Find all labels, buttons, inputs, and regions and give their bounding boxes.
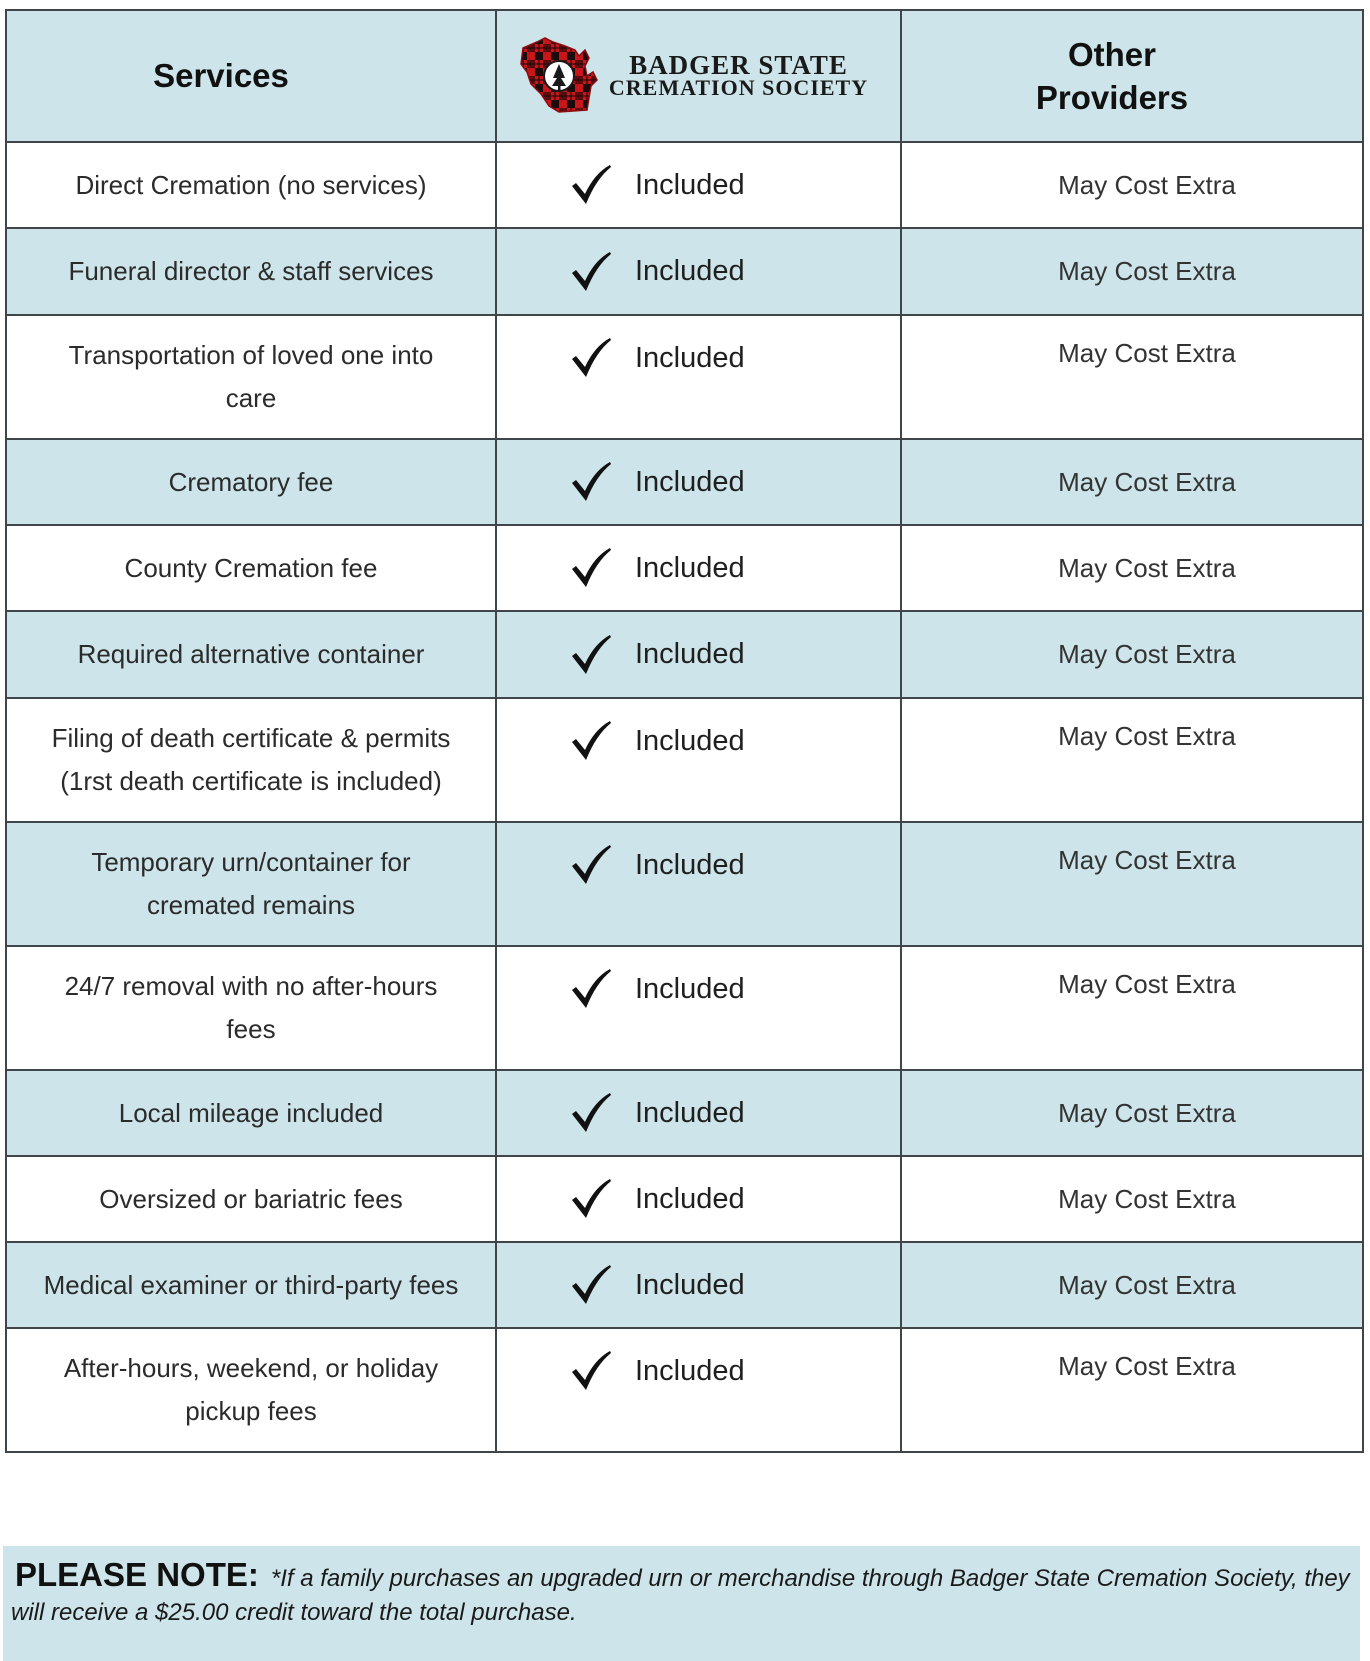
service-cell (6, 1328, 496, 1452)
service-name: Required alternative container (77, 639, 425, 669)
checkmark-icon (569, 250, 613, 294)
included-label: Included (635, 1096, 745, 1129)
included-label: Included (635, 724, 745, 757)
checkmark-icon (569, 163, 613, 207)
table-row (6, 439, 1363, 525)
other-providers-cell (901, 946, 1363, 1070)
other-providers-cell (901, 439, 1363, 525)
may-cost-extra-label: May Cost Extra (1058, 1097, 1236, 1128)
may-cost-extra-label: May Cost Extra (1058, 466, 1236, 497)
may-cost-extra-label: May Cost Extra (1058, 845, 1236, 875)
included-label: Included (635, 465, 745, 498)
service-name: Crematory fee (168, 466, 334, 497)
service-name: County Cremation fee (124, 552, 378, 583)
may-cost-extra-label: May Cost Extra (1058, 969, 1236, 999)
other-providers-cell (901, 698, 1363, 822)
included-cell (496, 439, 901, 525)
service-cell (6, 315, 496, 439)
other-providers-cell (901, 228, 1363, 315)
included-cell (496, 142, 901, 228)
may-cost-extra-label: May Cost Extra (1058, 256, 1236, 286)
checkmark-icon (569, 1177, 613, 1221)
table-row (6, 946, 1363, 1070)
table-row (6, 315, 1363, 439)
service-name: Local mileage included (118, 1097, 384, 1128)
note-text-line-1: *If a family purchases an upgraded urn or merchandise through Badger State Cremation Society, they (270, 1565, 1350, 1592)
service-name: 24/7 removal with no after-hours (64, 971, 438, 1001)
service-name-continued: pickup fees (185, 1396, 317, 1426)
checkmark-icon (569, 1263, 613, 1307)
checkmark-icon (569, 1091, 613, 1135)
other-providers-label-line-2: Providers (1035, 79, 1189, 116)
table-row (6, 142, 1363, 228)
badger-state-header (496, 10, 901, 142)
checkmark-icon (569, 843, 613, 887)
may-cost-extra-label: May Cost Extra (1058, 552, 1236, 583)
service-cell (6, 822, 496, 946)
table-row (6, 822, 1363, 946)
may-cost-extra-label: May Cost Extra (1058, 721, 1236, 751)
services-header-label: Services (153, 57, 289, 94)
may-cost-extra-label: May Cost Extra (1058, 1351, 1236, 1381)
header-row (6, 10, 1363, 142)
other-providers-cell (901, 822, 1363, 946)
other-providers-cell (901, 525, 1363, 611)
table-row (6, 1156, 1363, 1242)
service-name: Transportation of loved one into (68, 340, 434, 370)
included-label: Included (635, 972, 745, 1005)
included-cell (496, 1328, 901, 1452)
other-providers-cell (901, 1070, 1363, 1156)
included-label: Included (635, 255, 745, 287)
included-label: Included (635, 638, 745, 670)
table-row (6, 525, 1363, 611)
logo-line-1: BADGER STATE (629, 50, 848, 80)
other-providers-header (901, 10, 1363, 142)
service-name: Direct Cremation (no services) (75, 169, 427, 200)
included-label: Included (635, 1354, 745, 1387)
other-providers-cell (901, 1328, 1363, 1452)
note-line-1 (11, 1558, 1350, 1596)
included-cell (496, 946, 901, 1070)
logo-wordmark (608, 50, 869, 100)
other-providers-cell (901, 142, 1363, 228)
included-cell (496, 315, 901, 439)
checkmark-icon (569, 336, 613, 380)
included-label: Included (635, 1182, 745, 1215)
may-cost-extra-label: May Cost Extra (1058, 639, 1236, 669)
included-cell (496, 698, 901, 822)
comparison-table (5, 9, 1364, 1453)
included-label: Included (635, 341, 745, 374)
included-label: Included (635, 168, 745, 201)
services-header (6, 10, 496, 142)
service-cell (6, 142, 496, 228)
service-name: Filing of death certificate & permits (51, 723, 451, 753)
included-cell (496, 1242, 901, 1328)
checkmark-icon (569, 546, 613, 590)
may-cost-extra-label: May Cost Extra (1058, 338, 1236, 368)
service-cell (6, 439, 496, 525)
service-cell (6, 1070, 496, 1156)
service-name-continued: fees (226, 1014, 276, 1044)
table-row (6, 611, 1363, 698)
service-cell (6, 611, 496, 698)
service-name: Funeral director & staff services (68, 256, 434, 286)
may-cost-extra-label: May Cost Extra (1058, 169, 1236, 200)
service-cell (6, 228, 496, 315)
included-cell (496, 611, 901, 698)
included-cell (496, 1156, 901, 1242)
checkmark-icon (569, 719, 613, 763)
included-label: Included (635, 848, 745, 881)
note-text-line-2: will receive a $25.00 credit toward the total purchase. (11, 1599, 577, 1626)
service-name: Medical examiner or third-party fees (43, 1269, 459, 1300)
may-cost-extra-label: May Cost Extra (1058, 1183, 1236, 1214)
please-note-box (3, 1546, 1360, 1661)
table-row (6, 1242, 1363, 1328)
other-providers-cell (901, 611, 1363, 698)
wisconsin-plaid-logo-icon (519, 36, 605, 116)
other-providers-cell (901, 1242, 1363, 1328)
checkmark-icon (569, 633, 613, 677)
note-label: PLEASE NOTE: (15, 1556, 259, 1593)
included-label: Included (635, 1268, 745, 1301)
included-cell (496, 228, 901, 315)
checkmark-icon (569, 460, 613, 504)
checkmark-icon (569, 1349, 613, 1393)
other-providers-cell (901, 1156, 1363, 1242)
service-cell (6, 525, 496, 611)
service-name-continued: (1rst death certificate is included) (60, 766, 442, 796)
included-cell (496, 525, 901, 611)
included-label: Included (635, 551, 745, 584)
included-cell (496, 822, 901, 946)
service-cell (6, 1156, 496, 1242)
service-cell (6, 698, 496, 822)
checkmark-icon (569, 967, 613, 1011)
logo-line-2: CREMATION SOCIETY (608, 75, 869, 100)
table-row (6, 698, 1363, 822)
table-row (6, 228, 1363, 315)
badger-state-logo (497, 36, 900, 116)
table-row (6, 1070, 1363, 1156)
service-name: Temporary urn/container for (91, 847, 411, 877)
other-providers-cell (901, 315, 1363, 439)
table-row (6, 1328, 1363, 1452)
service-name-continued: cremated remains (146, 890, 356, 920)
service-name: Oversized or bariatric fees (99, 1183, 403, 1214)
service-name-continued: care (225, 383, 277, 413)
included-cell (496, 1070, 901, 1156)
may-cost-extra-label: May Cost Extra (1058, 1269, 1236, 1300)
other-providers-label-line-1: Other (1067, 36, 1156, 73)
service-cell (6, 946, 496, 1070)
service-name: After-hours, weekend, or holiday (63, 1353, 439, 1383)
service-cell (6, 1242, 496, 1328)
